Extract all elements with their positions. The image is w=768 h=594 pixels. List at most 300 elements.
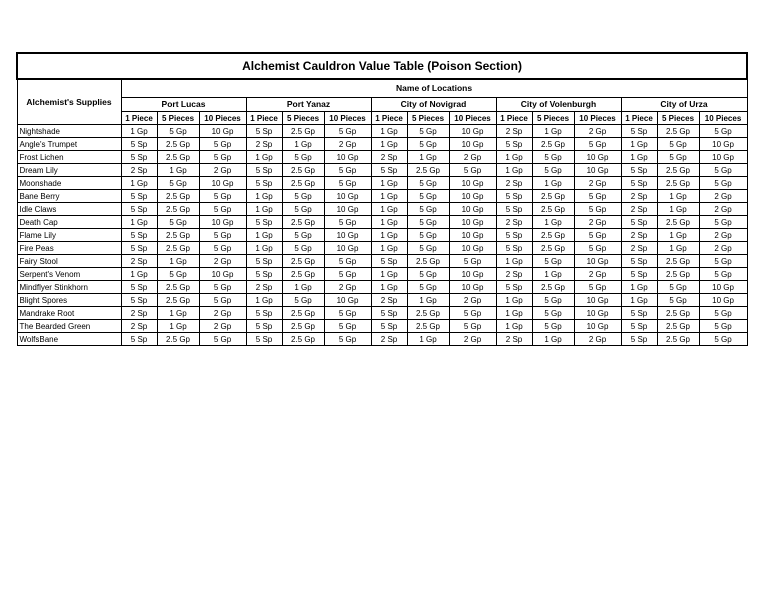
price-cell: 1 Gp (621, 138, 657, 151)
price-cell: 10 Gp (574, 307, 621, 320)
price-cell: 10 Gp (324, 229, 371, 242)
price-cell: 10 Gp (699, 294, 747, 307)
table-row (17, 294, 747, 307)
price-cell: 10 Gp (449, 281, 496, 294)
price-cell: 1 Gp (657, 203, 699, 216)
price-cell: 10 Gp (449, 138, 496, 151)
price-cell: 5 Gp (199, 203, 246, 216)
price-cell: 1 Gp (496, 307, 532, 320)
price-cell: 10 Gp (574, 151, 621, 164)
price-cell: 5 Gp (199, 294, 246, 307)
price-cell: 5 Sp (371, 307, 407, 320)
price-cell: 5 Gp (282, 229, 324, 242)
supply-name: Idle Claws (17, 203, 121, 216)
supply-name: Moonshade (17, 177, 121, 190)
price-cell: 2.5 Gp (157, 190, 199, 203)
price-cell: 5 Sp (621, 177, 657, 190)
price-cell: 2 Gp (324, 281, 371, 294)
price-cell: 10 Gp (574, 320, 621, 333)
price-cell: 5 Gp (657, 294, 699, 307)
supply-name: Fire Peas (17, 242, 121, 255)
price-cell: 2 Sp (621, 229, 657, 242)
price-cell: 5 Gp (199, 190, 246, 203)
supply-name: Flame Lily (17, 229, 121, 242)
price-cell: 5 Sp (496, 229, 532, 242)
price-cell: 2.5 Gp (657, 177, 699, 190)
price-cell: 2 Sp (621, 190, 657, 203)
price-cell: 1 Gp (532, 216, 574, 229)
price-cell: 2 Sp (121, 307, 157, 320)
price-cell: 2.5 Gp (657, 268, 699, 281)
location-header: City of Volenburgh (496, 98, 621, 112)
price-cell: 2 Sp (621, 242, 657, 255)
price-cell: 5 Sp (246, 164, 282, 177)
price-cell: 5 Gp (407, 229, 449, 242)
table-row (17, 125, 747, 138)
price-cell: 2.5 Gp (157, 281, 199, 294)
price-cell: 5 Gp (532, 294, 574, 307)
quantity-header: 1 Piece (496, 112, 532, 125)
supply-name: Bane Berry (17, 190, 121, 203)
price-cell: 2.5 Gp (282, 177, 324, 190)
price-cell: 2 Gp (699, 229, 747, 242)
price-cell: 10 Gp (574, 164, 621, 177)
price-cell: 2.5 Gp (282, 216, 324, 229)
price-cell: 5 Sp (621, 255, 657, 268)
supply-name: Dream Lily (17, 164, 121, 177)
supply-name: Death Cap (17, 216, 121, 229)
supply-name: The Bearded Green (17, 320, 121, 333)
table-row (17, 203, 747, 216)
price-cell: 1 Gp (371, 242, 407, 255)
price-cell: 2 Sp (121, 320, 157, 333)
price-cell: 5 Gp (157, 216, 199, 229)
price-cell: 2 Gp (574, 333, 621, 346)
price-cell: 1 Gp (282, 138, 324, 151)
quantity-header: 1 Piece (621, 112, 657, 125)
price-cell: 1 Gp (371, 268, 407, 281)
price-cell: 10 Gp (199, 177, 246, 190)
locations-header: Name of Locations (121, 79, 747, 98)
price-cell: 2.5 Gp (282, 333, 324, 346)
price-cell: 1 Gp (657, 190, 699, 203)
price-cell: 5 Gp (199, 151, 246, 164)
price-cell: 1 Gp (157, 320, 199, 333)
price-cell: 2.5 Gp (532, 229, 574, 242)
price-cell: 2 Sp (496, 125, 532, 138)
price-cell: 1 Gp (371, 203, 407, 216)
quantity-header: 10 Pieces (199, 112, 246, 125)
quantity-header: 5 Pieces (157, 112, 199, 125)
price-cell: 2 Gp (699, 242, 747, 255)
price-cell: 5 Gp (407, 268, 449, 281)
price-cell: 2 Gp (199, 320, 246, 333)
supply-name: Angle's Trumpet (17, 138, 121, 151)
price-cell: 5 Gp (282, 151, 324, 164)
quantity-header: 10 Pieces (449, 112, 496, 125)
price-cell: 2 Gp (449, 333, 496, 346)
price-cell: 5 Sp (121, 242, 157, 255)
price-cell: 1 Gp (246, 203, 282, 216)
table-row (17, 151, 747, 164)
price-cell: 5 Gp (532, 307, 574, 320)
price-cell: 1 Gp (371, 281, 407, 294)
price-cell: 5 Sp (246, 333, 282, 346)
price-cell: 2 Sp (621, 203, 657, 216)
price-cell: 5 Gp (532, 151, 574, 164)
price-cell: 5 Gp (699, 177, 747, 190)
price-cell: 10 Gp (324, 294, 371, 307)
price-cell: 2 Gp (199, 255, 246, 268)
price-cell: 2.5 Gp (657, 255, 699, 268)
city-header-row (17, 98, 747, 112)
price-cell: 5 Gp (407, 138, 449, 151)
price-cell: 5 Gp (574, 281, 621, 294)
quantity-header: 10 Pieces (699, 112, 747, 125)
price-cell: 10 Gp (449, 242, 496, 255)
price-cell: 2.5 Gp (532, 138, 574, 151)
table-row (17, 268, 747, 281)
price-cell: 5 Sp (246, 177, 282, 190)
price-cell: 5 Gp (699, 216, 747, 229)
price-cell: 1 Gp (121, 268, 157, 281)
price-cell: 5 Gp (699, 164, 747, 177)
price-cell: 5 Sp (621, 320, 657, 333)
price-cell: 1 Gp (496, 320, 532, 333)
price-cell: 10 Gp (574, 255, 621, 268)
supply-name: Fairy Stool (17, 255, 121, 268)
price-cell: 5 Sp (121, 151, 157, 164)
price-cell: 5 Sp (621, 164, 657, 177)
price-cell: 2.5 Gp (407, 307, 449, 320)
price-cell: 5 Sp (496, 281, 532, 294)
price-cell: 5 Gp (532, 320, 574, 333)
price-cell: 2.5 Gp (407, 320, 449, 333)
price-cell: 5 Gp (574, 203, 621, 216)
quantity-header: 1 Piece (246, 112, 282, 125)
price-cell: 2.5 Gp (532, 190, 574, 203)
price-cell: 2.5 Gp (157, 229, 199, 242)
table-row (17, 164, 747, 177)
price-cell: 5 Gp (699, 307, 747, 320)
price-cell: 5 Gp (699, 320, 747, 333)
price-cell: 5 Gp (657, 281, 699, 294)
price-cell: 1 Gp (246, 242, 282, 255)
price-cell: 1 Gp (407, 294, 449, 307)
price-cell: 10 Gp (199, 125, 246, 138)
price-cell: 5 Sp (371, 255, 407, 268)
price-cell: 2 Sp (496, 268, 532, 281)
price-cell: 5 Sp (621, 307, 657, 320)
supply-name: Nightshade (17, 125, 121, 138)
price-cell: 5 Gp (574, 190, 621, 203)
price-cell: 1 Gp (246, 229, 282, 242)
price-cell: 2.5 Gp (157, 138, 199, 151)
price-cell: 2.5 Gp (657, 307, 699, 320)
price-cell: 5 Gp (699, 125, 747, 138)
table-row (17, 320, 747, 333)
price-cell: 5 Sp (496, 138, 532, 151)
price-cell: 2.5 Gp (407, 164, 449, 177)
table-row (17, 333, 747, 346)
table-row (17, 138, 747, 151)
price-cell: 1 Gp (407, 151, 449, 164)
price-cell: 2 Gp (449, 151, 496, 164)
supply-name: Frost Lichen (17, 151, 121, 164)
price-cell: 5 Sp (621, 333, 657, 346)
price-cell: 5 Gp (324, 320, 371, 333)
price-cell: 5 Gp (449, 307, 496, 320)
price-cell: 1 Gp (371, 229, 407, 242)
price-cell: 5 Gp (699, 255, 747, 268)
price-cell: 5 Gp (449, 320, 496, 333)
table-row (17, 281, 747, 294)
quantity-header-row (17, 112, 747, 125)
price-cell: 5 Sp (121, 333, 157, 346)
location-header: Port Lucas (121, 98, 246, 112)
price-cell: 5 Sp (246, 255, 282, 268)
price-cell: 5 Sp (246, 125, 282, 138)
supply-name: Mindflyer Stinkhorn (17, 281, 121, 294)
quantity-header: 1 Piece (121, 112, 157, 125)
quantity-header: 10 Pieces (574, 112, 621, 125)
price-cell: 5 Gp (282, 203, 324, 216)
price-cell: 5 Gp (407, 125, 449, 138)
price-cell: 5 Gp (407, 242, 449, 255)
price-cell: 2.5 Gp (532, 203, 574, 216)
price-cell: 2.5 Gp (157, 151, 199, 164)
price-cell: 10 Gp (324, 203, 371, 216)
table-row (17, 229, 747, 242)
price-cell: 2.5 Gp (282, 320, 324, 333)
price-cell: 5 Sp (496, 190, 532, 203)
price-cell: 5 Sp (246, 307, 282, 320)
price-cell: 2.5 Gp (157, 294, 199, 307)
price-cell: 5 Sp (496, 242, 532, 255)
table-row (17, 177, 747, 190)
price-cell: 5 Gp (449, 255, 496, 268)
price-cell: 5 Gp (324, 164, 371, 177)
price-cell: 2.5 Gp (282, 164, 324, 177)
price-cell: 1 Gp (371, 125, 407, 138)
price-cell: 1 Gp (246, 294, 282, 307)
price-cell: 5 Sp (121, 138, 157, 151)
price-cell: 1 Gp (121, 125, 157, 138)
price-cell: 2 Gp (574, 216, 621, 229)
price-cell: 1 Gp (371, 190, 407, 203)
price-cell: 2.5 Gp (157, 333, 199, 346)
price-cell: 1 Gp (121, 177, 157, 190)
price-cell: 5 Gp (199, 229, 246, 242)
supply-name: Serpent's Venom (17, 268, 121, 281)
price-cell: 5 Gp (449, 164, 496, 177)
price-cell: 5 Sp (246, 268, 282, 281)
price-cell: 5 Gp (574, 138, 621, 151)
price-cell: 2.5 Gp (282, 307, 324, 320)
price-cell: 5 Gp (282, 242, 324, 255)
price-cell: 5 Sp (371, 164, 407, 177)
price-cell: 1 Gp (371, 216, 407, 229)
price-cell: 10 Gp (199, 268, 246, 281)
price-cell: 2 Sp (121, 164, 157, 177)
price-cell: 5 Sp (121, 203, 157, 216)
price-cell: 5 Gp (324, 268, 371, 281)
price-cell: 5 Gp (532, 255, 574, 268)
price-cell: 1 Gp (532, 268, 574, 281)
price-cell: 1 Gp (121, 216, 157, 229)
price-cell: 10 Gp (449, 190, 496, 203)
quantity-header: 5 Pieces (407, 112, 449, 125)
price-cell: 5 Gp (282, 294, 324, 307)
price-cell: 5 Gp (157, 125, 199, 138)
price-cell: 1 Gp (282, 281, 324, 294)
price-cell: 1 Gp (246, 151, 282, 164)
price-cell: 2.5 Gp (157, 203, 199, 216)
price-cell: 10 Gp (574, 294, 621, 307)
price-cell: 1 Gp (621, 151, 657, 164)
price-cell: 2 Sp (496, 216, 532, 229)
price-cell: 5 Gp (407, 203, 449, 216)
price-cell: 10 Gp (199, 216, 246, 229)
price-cell: 1 Gp (621, 281, 657, 294)
price-cell: 5 Gp (199, 333, 246, 346)
location-header: City of Novigrad (371, 98, 496, 112)
price-cell: 2 Gp (574, 268, 621, 281)
price-cell: 5 Gp (324, 307, 371, 320)
table-title: Alchemist Cauldron Value Table (Poison Section) (17, 53, 747, 79)
price-cell: 10 Gp (324, 242, 371, 255)
supplies-header: Alchemist's Supplies (17, 79, 121, 125)
price-cell: 1 Gp (246, 190, 282, 203)
price-cell: 5 Gp (199, 138, 246, 151)
price-cell: 5 Sp (621, 125, 657, 138)
price-cell: 5 Gp (407, 190, 449, 203)
price-cell: 10 Gp (449, 229, 496, 242)
price-cell: 5 Gp (699, 268, 747, 281)
price-cell: 1 Gp (657, 229, 699, 242)
table-row (17, 216, 747, 229)
supply-name: WolfsBane (17, 333, 121, 346)
quantity-header: 5 Pieces (282, 112, 324, 125)
price-cell: 2 Sp (496, 333, 532, 346)
price-cell: 2.5 Gp (532, 281, 574, 294)
table-row (17, 255, 747, 268)
price-cell: 5 Gp (407, 216, 449, 229)
price-cell: 2 Gp (574, 125, 621, 138)
price-cell: 10 Gp (449, 216, 496, 229)
price-cell: 5 Gp (324, 255, 371, 268)
price-cell: 5 Gp (574, 229, 621, 242)
price-cell: 1 Gp (496, 294, 532, 307)
price-cell: 1 Gp (532, 177, 574, 190)
price-cell: 5 Sp (496, 203, 532, 216)
price-cell: 1 Gp (371, 138, 407, 151)
price-cell: 5 Gp (324, 177, 371, 190)
quantity-header: 5 Pieces (657, 112, 699, 125)
price-cell: 5 Gp (324, 125, 371, 138)
table-row (17, 190, 747, 203)
price-cell: 2 Gp (324, 138, 371, 151)
price-cell: 2.5 Gp (407, 255, 449, 268)
price-cell: 5 Gp (282, 190, 324, 203)
price-cell: 5 Gp (699, 333, 747, 346)
price-cell: 1 Gp (496, 151, 532, 164)
quantity-header: 5 Pieces (532, 112, 574, 125)
price-cell: 2 Sp (246, 281, 282, 294)
price-cell: 2.5 Gp (657, 164, 699, 177)
price-cell: 5 Gp (574, 242, 621, 255)
price-cell: 10 Gp (324, 190, 371, 203)
price-cell: 5 Sp (621, 268, 657, 281)
price-cell: 5 Gp (657, 151, 699, 164)
price-cell: 1 Gp (496, 255, 532, 268)
price-cell: 5 Sp (121, 281, 157, 294)
price-cell: 2 Gp (699, 190, 747, 203)
price-cell: 5 Gp (407, 177, 449, 190)
price-cell: 2 Gp (574, 177, 621, 190)
price-cell: 2.5 Gp (657, 125, 699, 138)
price-cell: 10 Gp (699, 151, 747, 164)
price-cell: 1 Gp (496, 164, 532, 177)
price-cell: 1 Gp (157, 255, 199, 268)
price-cell: 2 Gp (449, 294, 496, 307)
price-cell: 1 Gp (532, 125, 574, 138)
price-cell: 2 Sp (246, 138, 282, 151)
price-cell: 1 Gp (157, 164, 199, 177)
price-cell: 2 Gp (699, 203, 747, 216)
price-cell: 5 Sp (621, 216, 657, 229)
price-cell: 10 Gp (699, 138, 747, 151)
price-cell: 5 Sp (121, 229, 157, 242)
price-cell: 1 Gp (621, 294, 657, 307)
price-cell: 10 Gp (324, 151, 371, 164)
price-cell: 2 Gp (199, 307, 246, 320)
price-cell: 5 Gp (657, 138, 699, 151)
price-cell: 1 Gp (157, 307, 199, 320)
price-cell: 2.5 Gp (282, 125, 324, 138)
price-cell: 10 Gp (699, 281, 747, 294)
price-cell: 5 Gp (157, 268, 199, 281)
price-cell: 1 Gp (532, 333, 574, 346)
price-cell: 1 Gp (657, 242, 699, 255)
price-cell: 2.5 Gp (657, 216, 699, 229)
price-cell: 5 Gp (324, 333, 371, 346)
table-body (17, 125, 747, 346)
value-table (16, 52, 748, 346)
table-row (17, 307, 747, 320)
price-cell: 2.5 Gp (532, 242, 574, 255)
price-cell: 2 Gp (199, 164, 246, 177)
price-cell: 2.5 Gp (157, 242, 199, 255)
supply-name: Blight Spores (17, 294, 121, 307)
price-cell: 5 Gp (532, 164, 574, 177)
price-cell: 2 Sp (371, 294, 407, 307)
price-cell: 5 Gp (324, 216, 371, 229)
price-cell: 5 Sp (121, 294, 157, 307)
price-cell: 1 Gp (407, 333, 449, 346)
quantity-header: 10 Pieces (324, 112, 371, 125)
value-table-sheet (16, 52, 746, 346)
price-cell: 1 Gp (371, 177, 407, 190)
price-cell: 2 Sp (121, 255, 157, 268)
quantity-header: 1 Piece (371, 112, 407, 125)
location-header: City of Urza (621, 98, 747, 112)
price-cell: 5 Sp (246, 216, 282, 229)
price-cell: 5 Sp (371, 320, 407, 333)
price-cell: 2 Sp (371, 151, 407, 164)
location-header: Port Yanaz (246, 98, 371, 112)
supply-name: Mandrake Root (17, 307, 121, 320)
